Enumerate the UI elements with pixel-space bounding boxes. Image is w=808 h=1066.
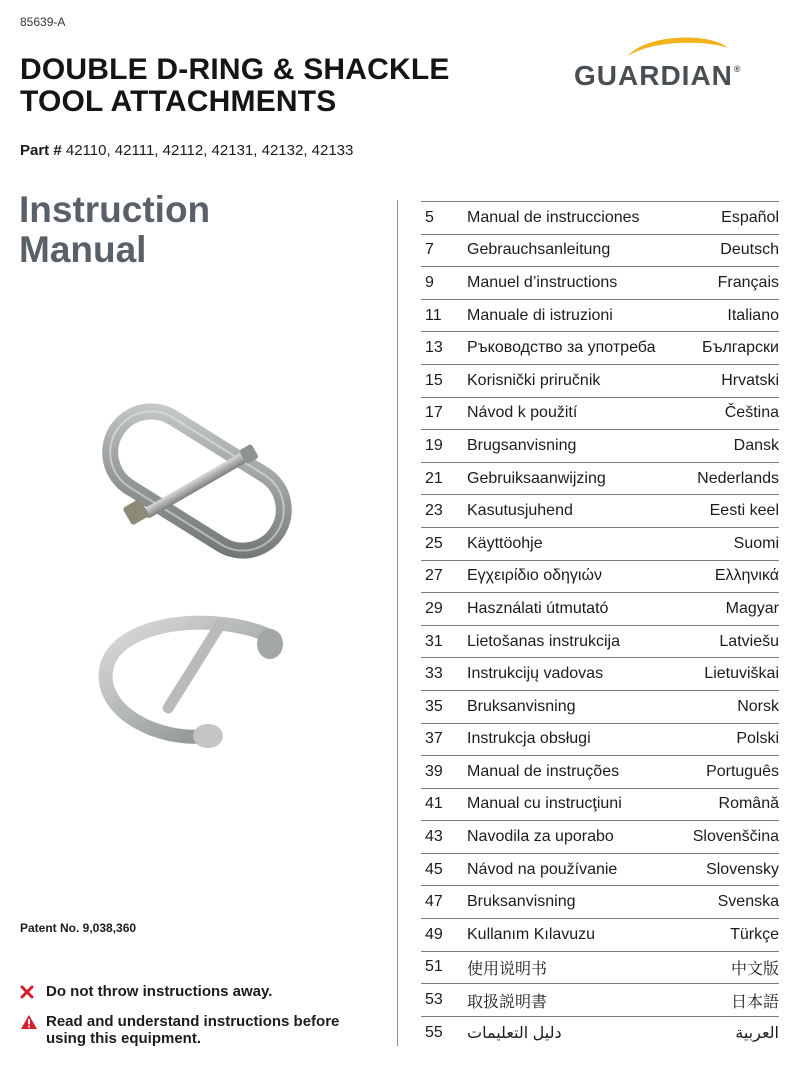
warning-read-instructions	[20, 1013, 380, 1047]
index-language: Eesti keel	[709, 502, 779, 520]
index-manual-title: Instrukcijų vadovas	[467, 665, 604, 683]
language-index-row	[421, 527, 779, 560]
index-page-number: 23	[425, 502, 443, 520]
language-index-row	[421, 983, 779, 1016]
language-index-row	[421, 951, 779, 984]
index-manual-title: Manuel d’instructions	[467, 273, 618, 291]
language-index-row	[421, 266, 779, 299]
language-index-row	[421, 201, 779, 234]
index-page-number: 43	[425, 828, 443, 846]
index-page-number: 19	[425, 436, 443, 454]
index-language: Latviešu	[719, 632, 779, 650]
index-manual-title: 使用说明书	[467, 960, 548, 978]
warning-triangle-icon	[20, 1013, 40, 1034]
index-language: Norsk	[737, 697, 779, 715]
warning-text-2: Read and understand instructions before using this equipment.	[46, 1013, 340, 1047]
index-manual-title: Manual cu instrucţiuni	[467, 795, 622, 813]
index-manual-title: Használati útmutató	[467, 599, 609, 617]
index-page-number: 27	[425, 567, 443, 585]
index-page-number: 29	[425, 599, 443, 617]
index-language: Magyar	[725, 599, 779, 617]
part-label: Part #	[20, 142, 62, 159]
index-manual-title: Käyttöohje	[467, 534, 543, 552]
language-index-row	[421, 397, 779, 430]
index-manual-title: Bruksanvisning	[467, 697, 576, 715]
language-index-row	[421, 494, 779, 527]
index-language: Ελληνικά	[714, 567, 779, 585]
shackle-illustration	[98, 614, 288, 764]
index-page-number: 41	[425, 795, 443, 813]
index-manual-title: Korisnički priručnik	[467, 371, 601, 389]
language-index-row	[421, 625, 779, 658]
index-language: Italiano	[727, 306, 779, 324]
manual-heading-line-2: Manual	[19, 229, 147, 270]
language-index-row	[421, 885, 779, 918]
index-language: Svenska	[717, 893, 779, 911]
index-page-number: 25	[425, 534, 443, 552]
language-index-row	[421, 234, 779, 267]
brand-name: GUARDIAN	[574, 60, 733, 91]
index-page-number: 11	[425, 306, 442, 324]
index-page-number: 15	[425, 371, 443, 389]
part-numbers	[20, 142, 353, 159]
index-manual-title: 取扱説明書	[467, 993, 548, 1011]
index-page-number: 13	[425, 339, 443, 357]
index-manual-title: Brugsanvisning	[467, 436, 577, 454]
language-index-row	[421, 560, 779, 593]
index-manual-title: Instrukcja obsługi	[467, 730, 591, 748]
document-code: 85639-A	[20, 15, 66, 29]
index-manual-title: Gebruiksaanwijzing	[467, 469, 606, 487]
column-divider	[397, 200, 398, 1046]
index-page-number: 51	[425, 958, 443, 976]
language-index-row	[421, 592, 779, 625]
manual-heading-line-1: Instruction	[19, 189, 211, 230]
index-manual-title: Manual de instruções	[467, 762, 620, 780]
index-language: العربية	[735, 1024, 779, 1042]
index-page-number: 49	[425, 925, 443, 943]
index-manual-title: Lietošanas instrukcija	[467, 632, 620, 650]
part-number-list: 42110, 42111, 42112, 42131, 42132, 42133	[65, 142, 354, 159]
index-manual-title: Manual de instrucciones	[467, 208, 640, 226]
index-manual-title: Gebrauchsanleitung	[467, 241, 611, 259]
guardian-logo	[574, 32, 784, 94]
index-manual-title: Kasutusjuhend	[467, 502, 573, 520]
language-index-row	[421, 1016, 779, 1049]
language-index-row	[421, 853, 779, 886]
language-index-row	[421, 299, 779, 332]
index-page-number: 35	[425, 697, 443, 715]
index-language: Suomi	[733, 534, 779, 552]
orange-arc-icon	[622, 32, 734, 62]
patent-number: Patent No. 9,038,360	[20, 921, 137, 935]
index-language: Slovenščina	[692, 828, 779, 846]
index-manual-title: Návod na používanie	[467, 860, 618, 878]
title-line-2: TOOL ATTACHMENTS	[20, 85, 337, 118]
index-language: Türkçe	[730, 925, 779, 943]
index-page-number: 5	[425, 208, 434, 226]
manual-heading	[19, 190, 210, 270]
index-page-number: 31	[425, 632, 443, 650]
registered-mark: ®	[733, 64, 742, 74]
language-index-row	[421, 364, 779, 397]
index-language: Lietuviškai	[704, 665, 779, 683]
index-page-number: 37	[425, 730, 443, 748]
index-language: 中文版	[730, 960, 779, 978]
index-page-number: 7	[425, 241, 434, 259]
index-language: Română	[718, 795, 779, 813]
index-language: Slovensky	[706, 860, 779, 878]
index-language: Español	[721, 208, 779, 226]
language-index-row	[421, 657, 779, 690]
index-language: Čeština	[724, 404, 779, 422]
index-language: Polski	[736, 730, 779, 748]
index-language: Hrvatski	[721, 371, 779, 389]
title-line-1: DOUBLE D-RING & SHACKLE	[20, 53, 450, 86]
warning-text-1: Do not throw instructions away.	[46, 983, 273, 1000]
index-manual-title: Návod k použití	[467, 404, 578, 422]
index-manual-title: Εγχειρίδιο οδηγιών	[467, 567, 602, 585]
index-page-number: 33	[425, 665, 443, 683]
language-index-row	[421, 690, 779, 723]
language-index-row	[421, 820, 779, 853]
index-page-number: 47	[425, 893, 443, 911]
index-language: 日本語	[730, 993, 779, 1011]
index-page-number: 45	[425, 860, 443, 878]
language-index-row	[421, 462, 779, 495]
index-language: Português	[706, 762, 779, 780]
language-index-row	[421, 918, 779, 951]
index-language: Dansk	[733, 436, 779, 454]
index-page-number: 21	[425, 469, 443, 487]
index-page-number: 55	[425, 1023, 443, 1041]
index-manual-title: Bruksanvisning	[467, 893, 576, 911]
index-language: Nederlands	[697, 469, 779, 487]
language-index-row	[421, 429, 779, 462]
index-page-number: 39	[425, 762, 443, 780]
index-page-number: 9	[425, 273, 434, 291]
index-language: Deutsch	[720, 241, 779, 259]
language-index-row	[421, 331, 779, 364]
index-page-number: 17	[425, 404, 443, 422]
index-language: Français	[717, 273, 779, 291]
index-language: Български	[701, 339, 779, 357]
index-manual-title: دليل التعليمات	[467, 1024, 562, 1042]
index-manual-title: Kullanım Kılavuzu	[467, 925, 596, 943]
index-manual-title: Ръководство за употреба	[467, 339, 656, 357]
language-index-row	[421, 788, 779, 821]
x-mark-icon	[20, 983, 40, 1003]
language-index-row	[421, 755, 779, 788]
index-manual-title: Navodila za uporabo	[467, 828, 614, 846]
language-index-row	[421, 723, 779, 756]
double-d-ring-illustration	[92, 396, 302, 566]
language-index	[421, 201, 779, 1048]
index-page-number: 53	[425, 991, 443, 1009]
document-title	[20, 54, 450, 118]
index-manual-title: Manuale di istruzioni	[467, 306, 613, 324]
warning-keep-instructions	[20, 983, 272, 1003]
